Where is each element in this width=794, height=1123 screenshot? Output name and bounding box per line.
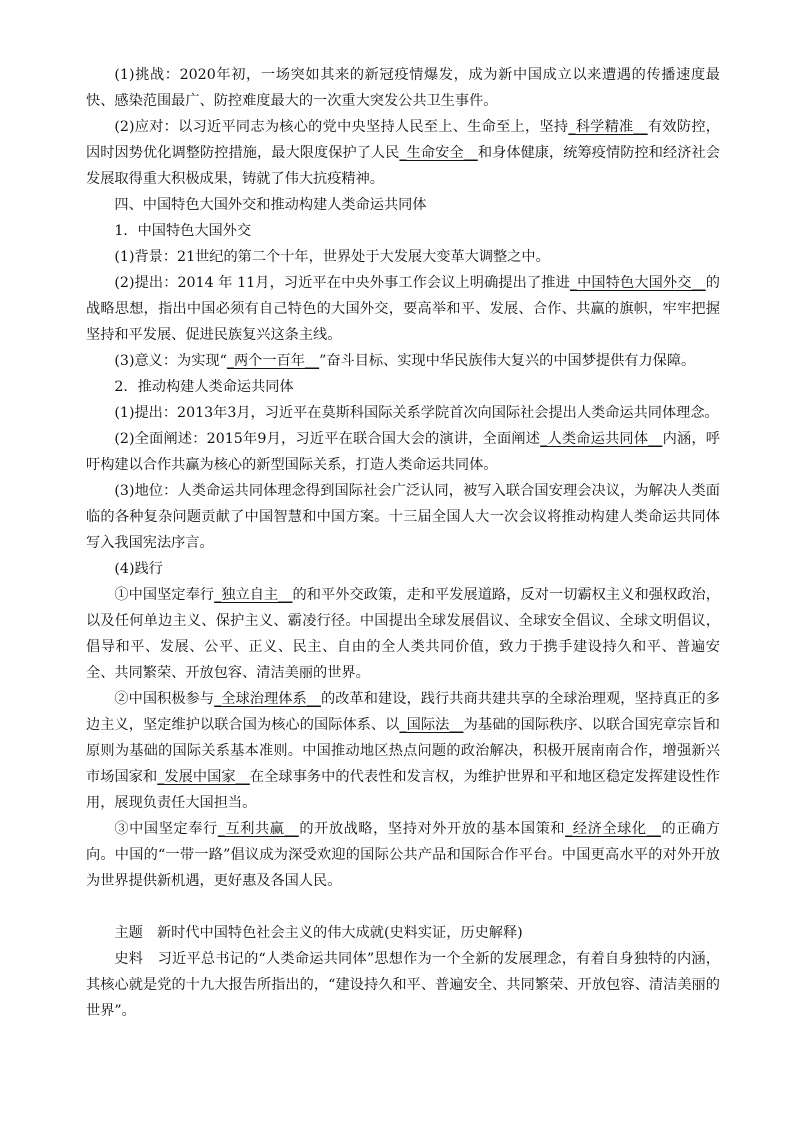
- answer-blank: _中国特色大国外交__: [569, 275, 706, 291]
- text-run: (3)意义：为实现“: [114, 353, 227, 369]
- text-run: ”奋斗目标、实现中华民族伟大复兴的中国梦提供有力保障。: [319, 353, 696, 369]
- text-run: (4)践行: [114, 561, 163, 577]
- text-run: 在全球事务中的代表性和发言权，为维护世界和平和地区稳定发挥建设性作用，展现负责任大国担当。: [86, 769, 720, 811]
- text-run: ①中国坚定奉行: [114, 587, 215, 603]
- text-run: ②中国积极参与: [114, 691, 215, 707]
- text-run: 的和平外交政策，走和平发展道路，反对一切霸权主义和强权政治，以及任何单边主义、保护主义、霸凌行径。中国提出全球发展倡议、全球安全倡议、全球文明倡议，倡导和平、发展、公平、正义、民主、自由的全人类共同价值，致力于携手建设持久和平、普遍安全、共同繁荣、开放包容、清洁美丽的世界。: [86, 587, 720, 681]
- text-run: 四、中国特色大国外交和推动构建人类命运共同体: [114, 197, 427, 213]
- text-run: 主题 新时代中国特色社会主义的伟大成就(史料实证，历史解释): [114, 925, 523, 941]
- text-run: (3)地位：人类命运共同体理念得到国际社会广泛认同，被写入联合国安理会决议，为解决人类面临的各种复杂问题贡献了中国智慧和中国方案。十三届全国人大一次会议将推动构建人类命运共同体写入我国宪法序言。: [86, 483, 720, 551]
- paragraph: [86, 114, 720, 192]
- text-run: 有效防控，因时因势优化调整防控措施，最大限度保护了人民: [86, 119, 720, 161]
- text-run: 内涵，呼吁构建以合作共赢为核心的新型国际关系，打造人类命运共同体。: [86, 431, 720, 473]
- paragraph: [86, 244, 720, 270]
- paragraph: [86, 556, 720, 582]
- text-run: (2)全面阐述：2015年9月，习近平在联合国大会的演讲，全面阐述: [114, 431, 541, 447]
- text-run: 的战略思想，指出中国必须有自己特色的大国外交，要高举和平、发展、合作、共赢的旗帜，牢牢把握坚持和平发展、促进民族复兴这条主线。: [86, 275, 720, 343]
- section-heading: [86, 192, 720, 218]
- paragraph: [86, 478, 720, 556]
- paragraph: [86, 426, 720, 478]
- text-run: 和身体健康，统筹疫情防控和经济社会发展取得重大积极成果，铸就了伟大抗疫精神。: [86, 145, 720, 187]
- text-run: ③中国坚定奉行: [114, 821, 218, 837]
- text-run: (1)挑战：2020年初，一场突如其来的新冠疫情爆发，成为新中国成立以来遭遇的传播速度最快、感染范围最广、防控难度最大的一次重大突发公共卫生事件。: [86, 67, 720, 109]
- topic-heading: [86, 920, 720, 946]
- paragraph: [86, 270, 720, 348]
- text-run: 的改革和建设，践行共商共建共享的全球治理观，坚持真正的多边主义，坚定维护以联合国为核心的国际体系、以: [86, 691, 720, 733]
- text-run: 的开放战略，坚持对外开放的基本国策和: [298, 821, 566, 837]
- answer-blank: _两个一百年__: [226, 353, 320, 369]
- subsection-heading: [86, 374, 720, 400]
- answer-blank: _发展中国家__: [157, 769, 250, 785]
- answer-blank: _人类命运共同体__: [540, 431, 663, 447]
- text-run: 为基础的国际秩序、以联合国宪章宗旨和原则为基础的国际关系基本准则。中国推动地区热点问题的政治解决，积极开展南南合作，增强新兴市场国家和: [86, 717, 720, 785]
- subsection-heading: [86, 218, 720, 244]
- answer-blank: _互利共赢__: [217, 821, 299, 837]
- spacer: [86, 894, 720, 920]
- paragraph: [86, 816, 720, 894]
- paragraph: [86, 62, 720, 114]
- answer-blank: _国际法__: [399, 717, 464, 733]
- text-run: (2)提出：2014 年 11月，习近平在中央外事工作会议上明确提出了推进: [114, 275, 570, 291]
- paragraph: [86, 946, 720, 1024]
- text-run: (1)背景：21世纪的第二个十年，世界处于大发展大变革大调整之中。: [114, 249, 550, 265]
- text-run: (1)提出：2013年3月，习近平在莫斯科国际关系学院首次向国际社会提出人类命运共同体理念。: [114, 405, 719, 421]
- answer-blank: _科学精准__: [568, 119, 648, 135]
- answer-blank: _全球治理体系__: [214, 691, 321, 707]
- text-run: 的正确方向。中国的“一带一路”倡议成为深受欢迎的国际公共产品和国际合作平台。中国更高水平的对外开放为世界提供新机遇，更好惠及各国人民。: [86, 821, 720, 889]
- text-run: 2．推动构建人类命运共同体: [114, 379, 294, 395]
- answer-blank: _经济全球化__: [565, 821, 661, 837]
- paragraph: [86, 400, 720, 426]
- paragraph: [86, 686, 720, 816]
- text-run: 史料 习近平总书记的“人类命运共同体”思想作为一个全新的发展理念，有着自身独特的内涵，其核心就是党的十九大报告所指出的，“建设持久和平、普遍安全、共同繁荣、开放包容、清洁美丽的世界”。: [86, 951, 720, 1019]
- answer-blank: _生命安全__: [399, 145, 478, 161]
- text-run: (2)应对：以习近平同志为核心的党中央坚持人民至上、生命至上，坚持: [114, 119, 569, 135]
- text-run: 1．中国特色大国外交: [114, 223, 252, 239]
- answer-blank: _独立自主__: [214, 587, 293, 603]
- paragraph: [86, 348, 720, 374]
- paragraph: [86, 582, 720, 686]
